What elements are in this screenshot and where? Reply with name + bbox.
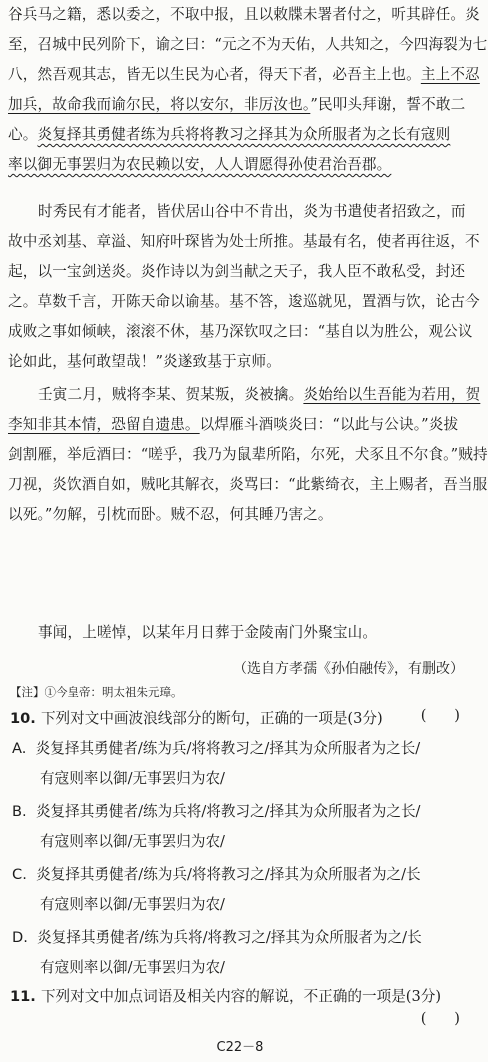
- passage-line: [8, 60, 480, 90]
- passage-line: 事闻，上嗟悼，以某年月日葬于金陵南门外聚宝山。: [38, 624, 378, 641]
- source-citation: （选自方孝孺《孙伯融传》，有删改）: [233, 661, 464, 677]
- footnote: 【注】①今皇帝：明太祖朱元璋。: [10, 685, 183, 699]
- underlined-sentence: 主上不忍: [420, 66, 480, 83]
- option-text: 炎复择其勇健者/练为兵/将将教习之/择其为众所服者为之长/: [35, 740, 421, 757]
- option-c-cont: 有寇则率以御/无事罢归为农/: [40, 896, 225, 913]
- page-footer: C22－8: [216, 1040, 264, 1055]
- question-10-stem: [10, 707, 470, 728]
- passage-line: 以死。”勿解，引枕而卧。贼不忍，何其睡乃害之。: [8, 506, 333, 523]
- passage-line: 刀视，炎饮酒自如，贼叱其解衣，炎骂曰：“此紫绮衣，主上赐者，吾当服: [8, 476, 488, 493]
- option-letter: B.: [12, 803, 27, 820]
- passage-line: 剑割雁，举卮酒曰：“嗟乎，我乃为鼠辈所陷，尔死，犬豕且不尔食。”贼持: [8, 446, 488, 463]
- option-d: [12, 923, 472, 953]
- passage-line: 起，以一宝剑送炎。炎作诗以为剑当献之天子，我人臣不敢私受，封还: [8, 263, 466, 280]
- question-11-stem: [10, 985, 470, 1006]
- passage-line: [8, 150, 470, 180]
- passage-line: 论如此，基何敢望哉！”炎遂致基于京师。: [8, 353, 281, 370]
- passage-line: 至，召城中民列阶下，谕之曰：“元之不为天佑，人共知之，今四海裂为七: [8, 36, 488, 53]
- passage-line: [8, 90, 470, 120]
- passage-line: [8, 120, 470, 150]
- passage-line: 之。草数千言，开陈天命以谕基。基不答，逡巡就见，置酒与饮，论古今: [8, 293, 480, 310]
- wavy-underlined-sentence: 炎复择其勇健者练为兵将将教习之择其为众所服者为之长有寇则: [37, 126, 451, 143]
- passage-line: 时秀民有才能者，皆伏居山谷中不肯出，炎为书遣使者招致之，而: [38, 203, 466, 220]
- underlined-sentence: 炎始绐以生吾能为若用，贺: [303, 386, 481, 403]
- option-c: [12, 860, 472, 890]
- underlined-sentence: 加兵，故命我而谕尔民，将以安尔，非厉汝也。: [8, 96, 311, 113]
- answer-blank: ( ): [420, 707, 460, 724]
- option-text: 炎复择其勇健者/练为兵/将将教习之/择其为众所服者为之/长: [36, 866, 421, 883]
- passage-line: 谷兵马之籍，悉以委之，不取中报，且以敕牒未署者付之，听其辟任。炎: [8, 6, 480, 23]
- option-d-cont: 有寇则率以御/无事罢归为农/: [40, 959, 225, 976]
- passage-line: 成败之事如倾峡，滚滚不休，基乃深钦叹之曰：“基自以为胜公，观公议: [8, 323, 473, 340]
- option-a: [12, 734, 472, 764]
- passage-text: 以焊雁斗酒啖炎曰：“以此与公诀。”炎拔: [199, 416, 459, 433]
- answer-blank: ( ): [420, 1010, 460, 1027]
- option-letter: C.: [12, 866, 27, 883]
- passage-text: ”民叩头拜谢，誓不敢二: [310, 96, 466, 113]
- option-b: [12, 797, 472, 827]
- option-text: 炎复择其勇健者/练为兵将/将教习之/择其为众所服者为之长/: [35, 803, 421, 820]
- passage-line: [38, 380, 481, 410]
- passage-line: 故中丞刘基、章溢、知府叶琛皆为处士所推。基最有名，使者再往返，不: [8, 233, 480, 250]
- question-number: 10.: [10, 710, 36, 727]
- underlined-sentence: 李知非其本情，恐留自遗患。: [8, 416, 200, 433]
- option-a-cont: 有寇则率以御/无事罢归为农/: [40, 770, 225, 787]
- option-letter: A.: [12, 740, 27, 757]
- passage-text: 壬寅二月，贼将李某、贺某叛，炎被擒。: [38, 386, 304, 403]
- question-text: 下列对文中画波浪线部分的断句，正确的一项是(3分): [40, 710, 383, 727]
- passage-text: 心。: [8, 126, 38, 143]
- passage-text: 八，然吾观其志，皆无以生民为心者，得天下者，必吾主上也。: [8, 66, 421, 83]
- option-b-cont: 有寇则率以御/无事罢归为农/: [40, 833, 225, 850]
- question-number: 11.: [10, 988, 36, 1005]
- option-letter: D.: [12, 929, 28, 946]
- passage-line: [8, 410, 470, 440]
- option-text: 炎复择其勇健者/练为兵将/将教习之/择其为众所服者为之/长: [37, 929, 422, 946]
- wavy-underlined-sentence: 率以御无事罢归为农民赖以安，人人谓愿得孙使君治吾郡。: [8, 156, 392, 173]
- question-text: 下列对文中加点词语及相关内容的解说，不正确的一项是(3分): [40, 988, 442, 1005]
